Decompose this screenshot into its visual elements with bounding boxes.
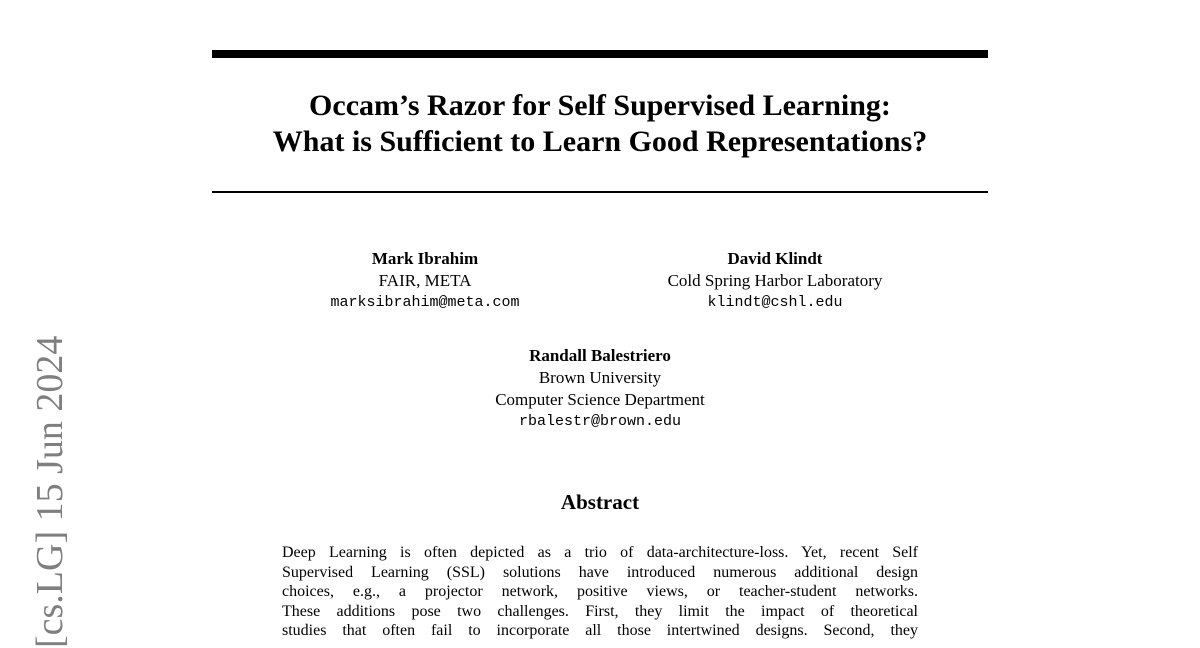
title-bottom-rule <box>212 191 988 193</box>
author-name: David Klindt <box>727 249 823 268</box>
paper-title <box>212 88 988 160</box>
title-line-1: Occam’s Razor for Self Supervised Learning: <box>309 89 891 122</box>
abstract-line: Supervised Learning (SSL) solutions have introduced numerous additional design <box>282 563 918 581</box>
abstract-heading: Abstract <box>560 490 640 514</box>
author-department: Computer Science Department <box>495 390 705 409</box>
author-email[interactable]: rbalestr@brown.edu <box>518 413 682 430</box>
author-block <box>440 345 760 433</box>
abstract-line: Deep Learning is often depicted as a trio of data-architecture-loss. Yet, recent Self <box>282 544 918 561</box>
abstract-line: These additions pose two challenges. First, they limit the impact of theoretical <box>282 602 918 620</box>
author-block <box>610 248 940 314</box>
abstract-body <box>282 543 918 641</box>
author-name: Randall Balestriero <box>529 346 671 365</box>
arxiv-stamp: [cs.LG] 15 Jun 2024 <box>29 335 71 648</box>
title-line-2: What is Sufficient to Learn Good Representations? <box>272 125 928 158</box>
abstract-line: studies that often fail to incorporate all those intertwined designs. Second, they <box>282 622 918 639</box>
author-affiliation: FAIR, META <box>378 271 472 290</box>
author-email[interactable]: klindt@cshl.edu <box>707 294 843 311</box>
author-email[interactable]: marksibrahim@meta.com <box>330 294 520 311</box>
abstract-line: choices, e.g., a projector network, positive views, or teacher-student networks. <box>282 583 918 600</box>
author-name: Mark Ibrahim <box>371 249 479 268</box>
author-affiliation: Cold Spring Harbor Laboratory <box>667 271 883 290</box>
author-block <box>270 248 580 314</box>
title-top-rule <box>212 50 988 58</box>
author-affiliation: Brown University <box>538 368 662 387</box>
